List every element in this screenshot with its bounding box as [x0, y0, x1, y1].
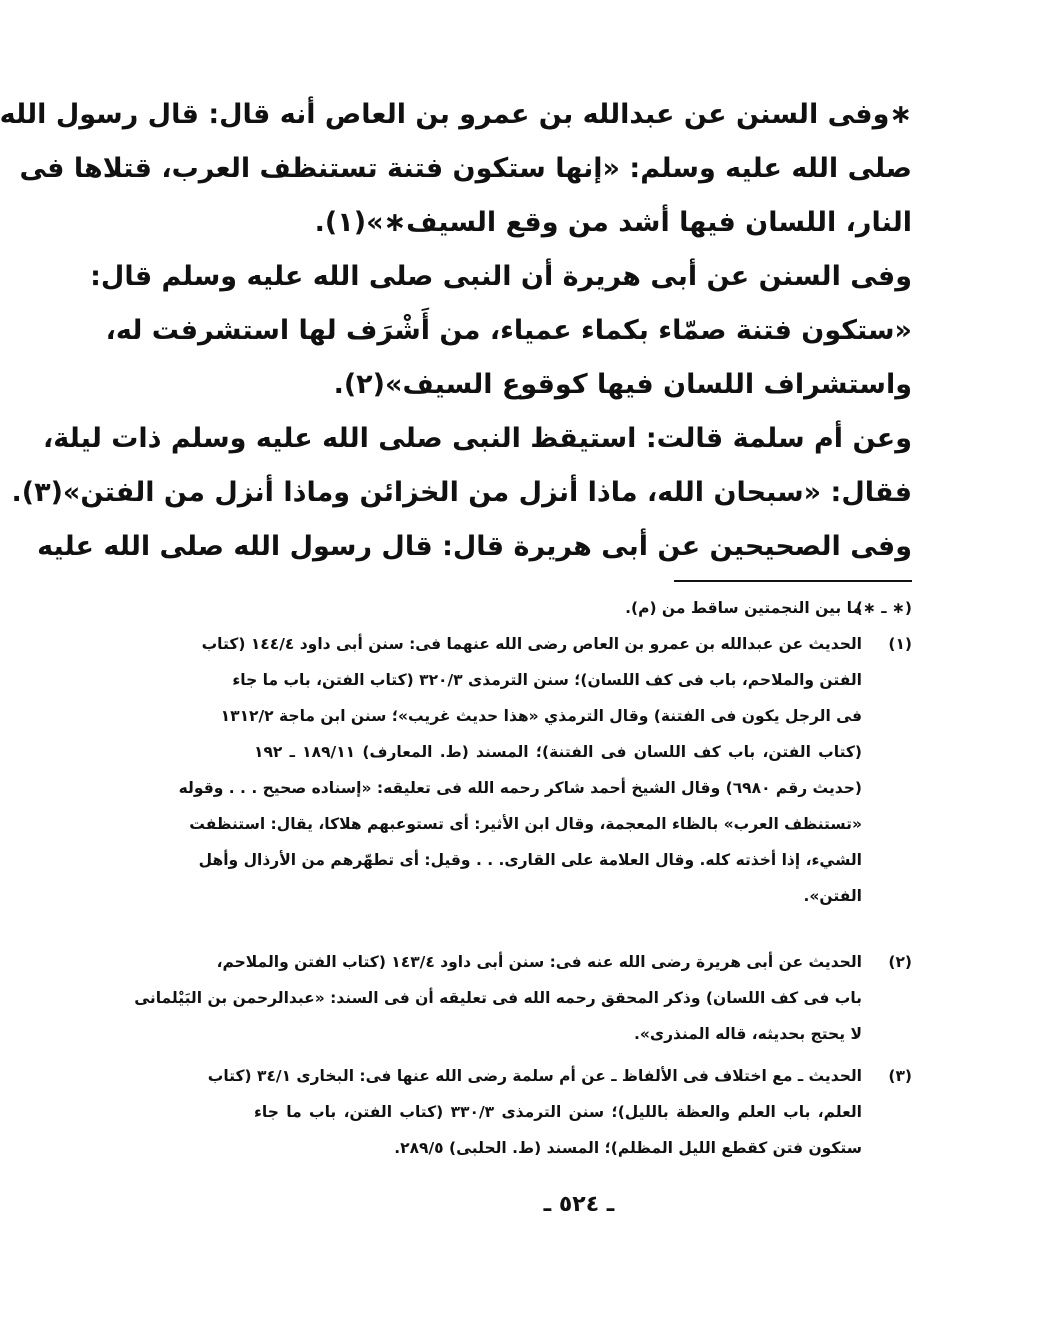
footnote-star-text: [254, 590, 862, 626]
footnote-separator: [674, 580, 912, 582]
footnote-line: الفتن والملاحم، باب فى كف اللسان)؛ سنن الترمذى ٣٢٠/٣ (كتاب الفتن، باب ما جاء: [232, 671, 862, 689]
footnote-line: ما بين النجمتين ساقط من (م).: [625, 599, 862, 617]
footnote-3-text: [207, 1058, 862, 1166]
main-text-line: صلى الله عليه وسلم: «إنها ستكون فتنة تستنظف العرب، قتلاها فى: [19, 153, 912, 184]
main-text-line: «ستكون فتنة صمّاء بكماء عمياء، من أَشْرَف لها استشرفت له،: [105, 315, 912, 346]
footnote-line: الحديث عن عبدالله بن عمرو بن العاص رضى الله عنهما فى: سنن أبى داود ١٤٤/٤ (كتاب: [201, 635, 862, 653]
main-text-line: واستشراف اللسان فيها كوقوع السيف»(٢).: [333, 369, 912, 400]
footnote-star-marker: (∗ ـ ∗): [855, 599, 912, 617]
footnote-1-marker: (١): [888, 635, 912, 653]
footnote-line: العلم، باب العلم والعظة بالليل)؛ سنن الترمذى ٣٣٠/٣ (كتاب الفتن، باب ما جاء: [254, 1103, 862, 1121]
footnote-1-text: [178, 626, 862, 914]
footnote-2-text: [134, 944, 862, 1052]
footnote-line: باب فى كف اللسان) وذكر المحقق رحمه الله فى تعليقه أن فى السند: «عبدالرحمن بن البَيْلمانى: [134, 989, 862, 1007]
footnote-line: ستكون فتن كقطع الليل المظلم)؛ المسند (ط. الحلبى) ٢٨٩/٥.: [394, 1139, 862, 1157]
footnote-3: [207, 1058, 912, 1166]
footnote-1: [178, 626, 912, 914]
main-text: [0, 88, 912, 574]
main-text-line: ∗وفى السنن عن عبدالله بن عمرو بن العاص أنه قال: قال رسول الله: [0, 99, 912, 130]
main-text-line: النار، اللسان فيها أشد من وقع السيف∗»(١).: [314, 207, 912, 238]
footnote-2-marker: (٢): [888, 953, 912, 971]
footnote-line: فى الرجل يكون فى الفتنة) وقال الترمذي «هذا حديث غريب»؛ سنن ابن ماجة ١٣١٢/٢: [220, 707, 862, 725]
footnote-3-marker: (٣): [888, 1067, 912, 1085]
main-text-line: وعن أم سلمة قالت: استيقظ النبى صلى الله عليه وسلم ذات ليلة،: [43, 423, 912, 454]
footnote-2: [134, 944, 912, 1052]
footnote-line: لا يحتج بحديثه، قاله المنذرى».: [633, 1025, 862, 1043]
main-text-line: فقال: «سبحان الله، ماذا أنزل من الخزائن وماذا أنزل من الفتن»(٣).: [11, 477, 912, 508]
footnote-line: «تستنظف العرب» بالظاء المعجمة، وقال ابن الأثير: أى تستوعبهم هلاكا، يقال: استنظفت: [189, 815, 862, 833]
footnote-line: الحديث عن أبى هريرة رضى الله عنه فى: سنن أبى داود ١٤٣/٤ (كتاب الفتن والملاحم،: [216, 953, 862, 971]
footnote-line: الشيء، إذا أخذته كله. وقال العلامة على القارى. . . وقيل: أى تطهّرهم من الأرذال وأهل: [198, 851, 862, 869]
main-text-line: وفى السنن عن أبى هريرة أن النبى صلى الله عليه وسلم قال:: [90, 261, 912, 292]
footnote-line: الفتن».: [803, 887, 862, 905]
footnote-line: (حديث رقم ٦٩٨٠) وقال الشيخ أحمد شاكر رحمه الله فى تعليقه: «إسناده صحيح . . . وقوله: [178, 779, 862, 797]
footnote-line: الحديث ـ مع اختلاف فى الألفاظ ـ عن أم سلمة رضى الله عنها فى: البخارى ٣٤/١ (كتاب: [207, 1067, 862, 1085]
footnote-star: [210, 590, 912, 626]
page-number: ـ ٥٢٤ ـ: [543, 1192, 615, 1217]
footnote-line: (كتاب الفتن، باب كف اللسان فى الفتنة)؛ المسند (ط. المعارف) ١٨٩/١١ ـ ١٩٢: [254, 743, 862, 761]
main-text-line: وفى الصحيحين عن أبى هريرة قال: قال رسول الله صلى الله عليه: [37, 531, 912, 562]
